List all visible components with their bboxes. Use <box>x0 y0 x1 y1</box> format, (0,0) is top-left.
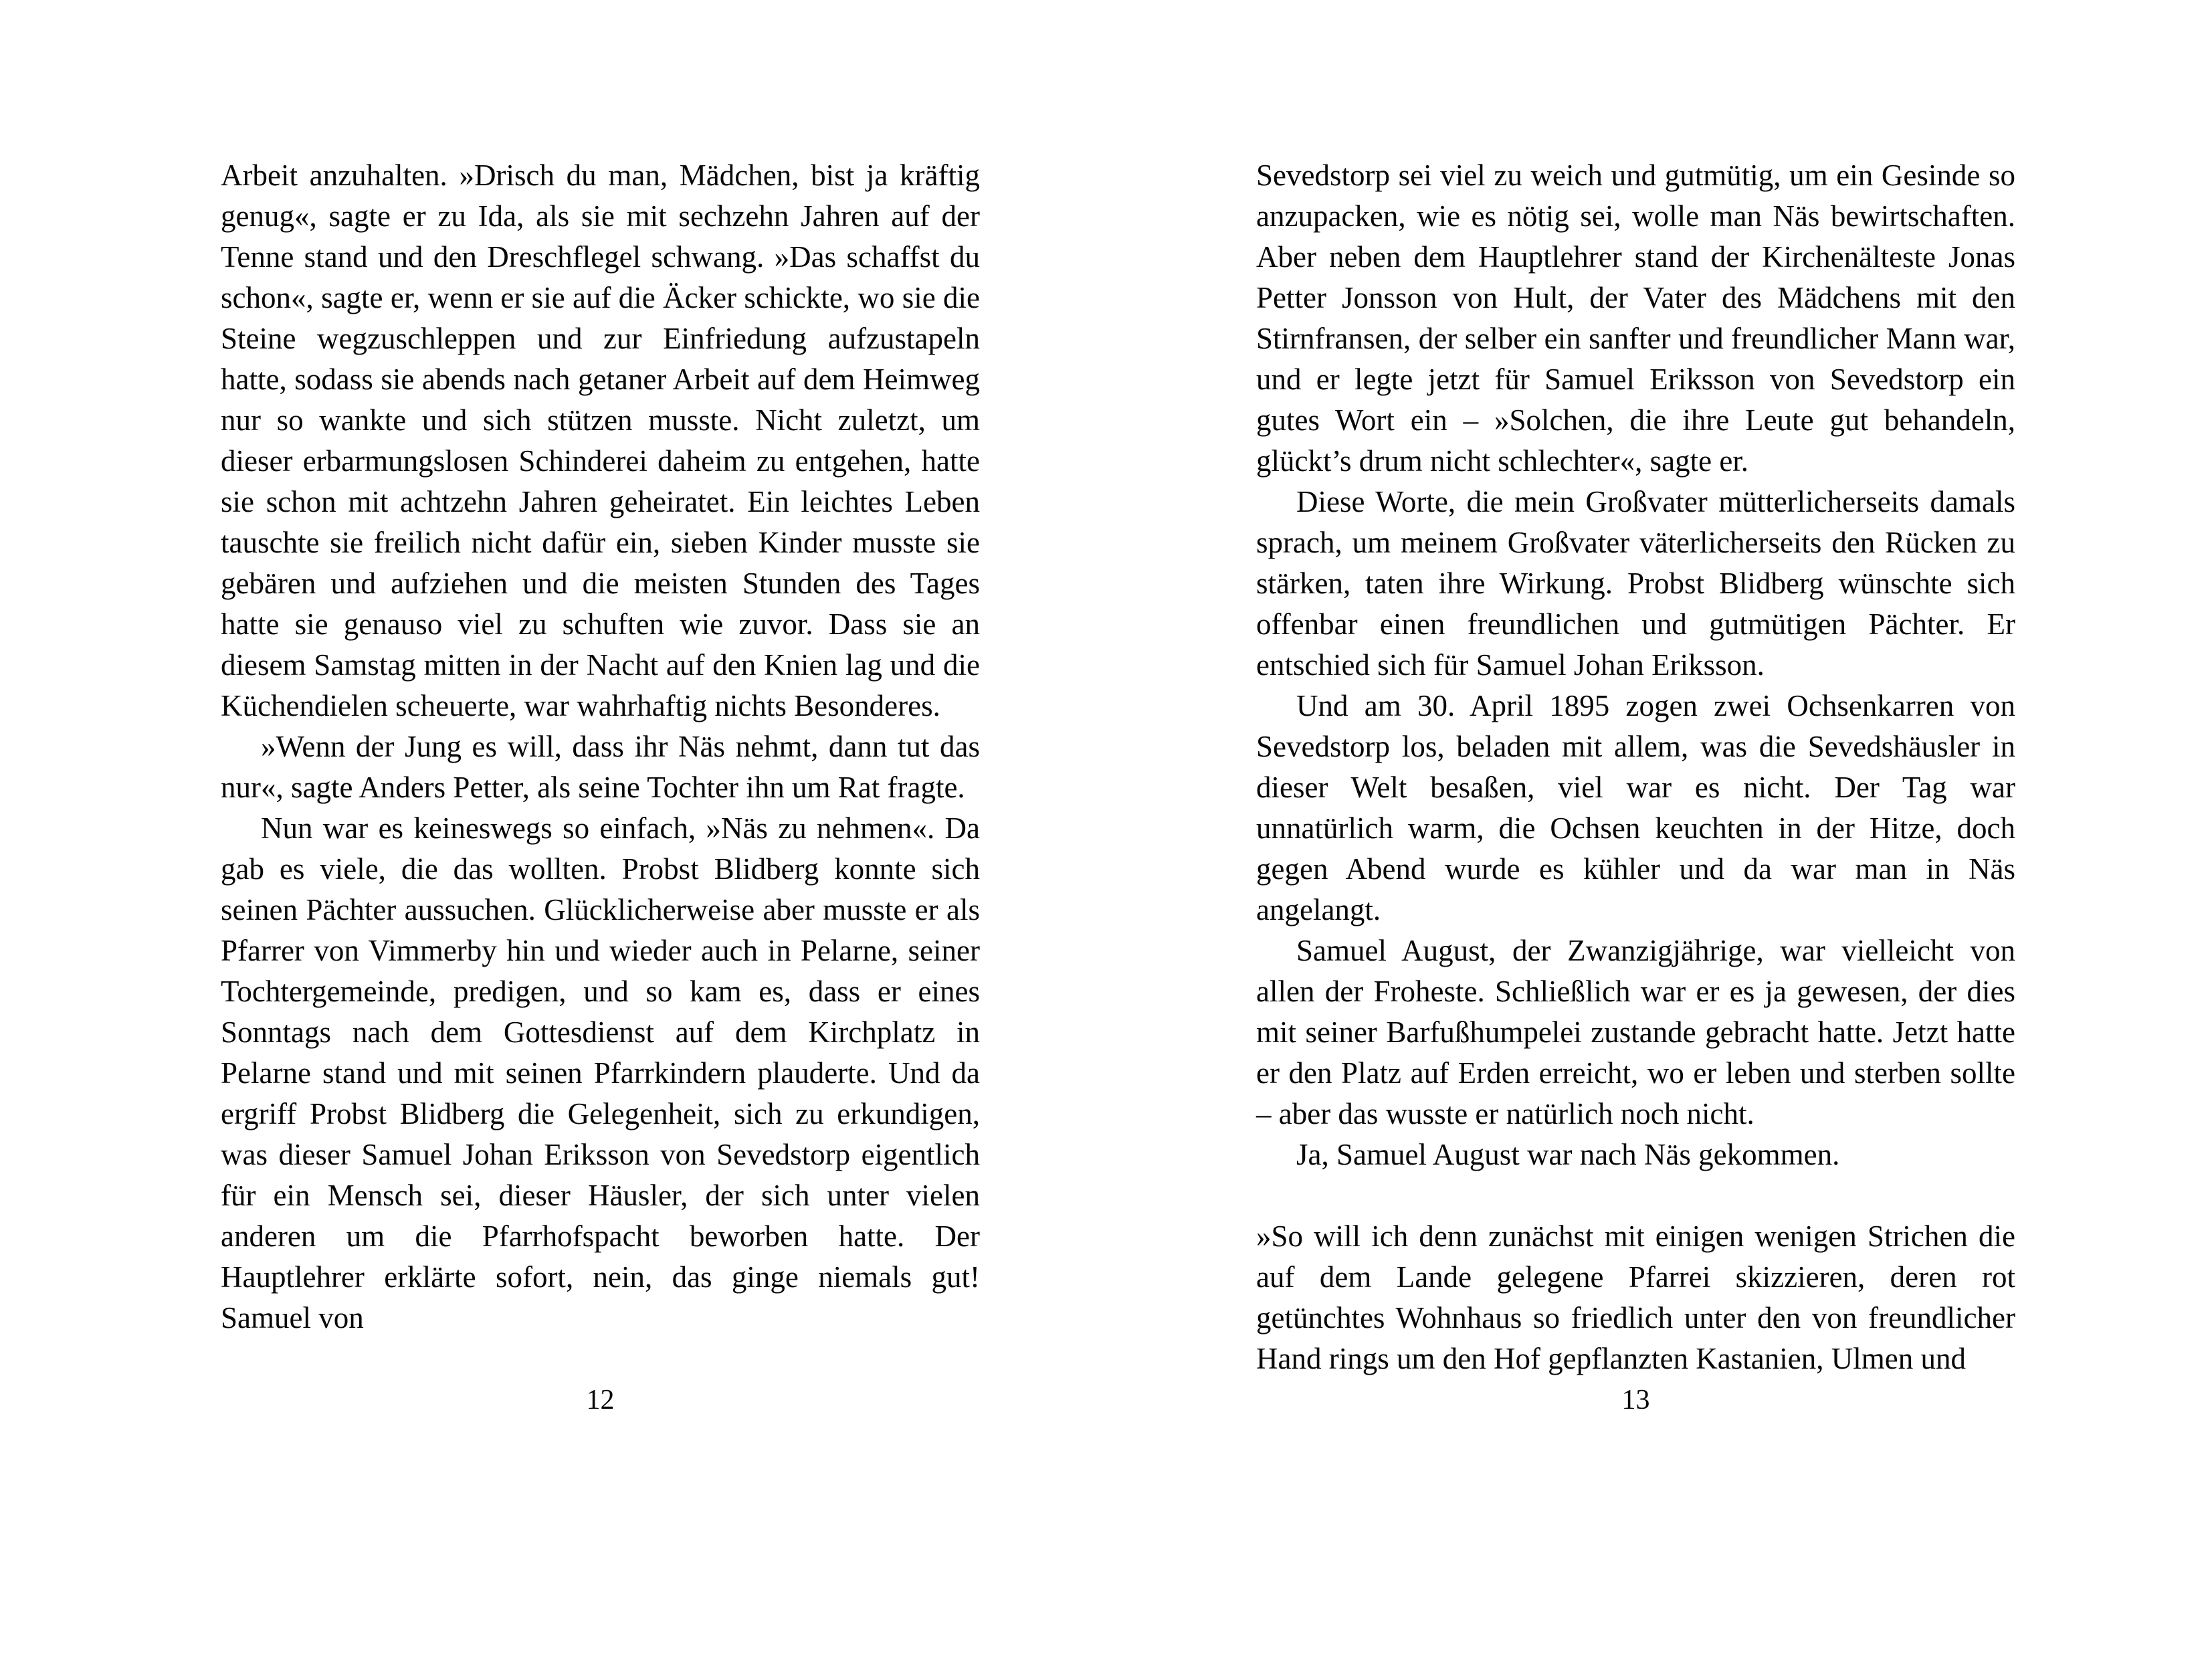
page-left <box>221 0 980 1675</box>
paragraph: »Wenn der Jung es will, dass ihr Näs nehmt, dann tut das nur«, sagte Anders Petter, als seine Tochter ihn um Rat fragte. <box>221 730 980 804</box>
page-left-text <box>221 155 980 1339</box>
paragraph: »So will ich denn zunächst mit einigen wenigen Strichen die auf dem Lande gelegene Pfarrei skizzieren, deren rot getünchtes Wohnhaus so friedlich unter den von freundlicher Hand rings um den Hof gepflanzten Kastanien, Ulmen und <box>1256 1219 2015 1375</box>
page-number-right: 13 <box>1621 1385 1650 1415</box>
paragraph: Diese Worte, die mein Großvater mütterlicherseits damals sprach, um meinem Großvater väterlicherseits den Rücken zu stärken, taten ihre Wirkung. Probst Blidberg wünschte sich offenbar einen freundlichen und gutmütigen Pächter. Er entschied sich für Samuel Johan Eriksson. <box>1256 485 2015 682</box>
paragraph: Ja, Samuel August war nach Näs gekommen. <box>1296 1138 1840 1171</box>
page-number-left: 12 <box>586 1385 615 1415</box>
paragraph: Samuel August, der Zwanzigjährige, war vielleicht von allen der Froheste. Schließlich war er es ja gewesen, der dies mit seiner Barfußhumpelei zustande gebracht hatte. Jetzt hatte er den Platz auf Erden erreicht, wo er leben und sterben sollte – aber das wusste er natürlich noch nicht. <box>1256 934 2015 1130</box>
page-right <box>1256 0 2015 1675</box>
paragraph: Und am 30. April 1895 zogen zwei Ochsenkarren von Sevedstorp los, beladen mit allem, was die Sevedshäusler in dieser Welt besaßen, viel war es nicht. Der Tag war unnatürlich warm, die Ochsen keuchten in der Hitze, doch gegen Abend wurde es kühler und da war man in Näs angelangt. <box>1256 689 2015 926</box>
page-right-text <box>1256 155 2015 1379</box>
paragraph: Arbeit anzuhalten. »Drisch du man, Mädchen, bist ja kräftig genug«, sagte er zu Ida, als sie mit sechzehn Jahren auf der Tenne stand und den Dreschflegel schwang. »Das schaffst du schon«, sagte er, wenn er sie auf die Äcker schickte, wo sie die Steine wegzuschleppen und zur Einfriedung aufzustapeln hatte, sodass sie abends nach getaner Arbeit auf dem Heimweg nur so wankte und sich stützen musste. Nicht zuletzt, um dieser erbarmungslosen Schinderei daheim zu entgehen, hatte sie schon mit achtzehn Jahren geheiratet. Ein leichtes Leben tauschte sie freilich nicht dafür ein, sieben Kinder musste sie gebären und aufziehen und die meisten Stunden des Tages hatte sie genauso viel zu schuften wie zuvor. Dass sie an diesem Samstag mitten in der Nacht auf den Knien lag und die Küchendielen scheuerte, war wahrhaftig nichts Besonderes. <box>221 159 980 722</box>
paragraph: Sevedstorp sei viel zu weich und gutmütig, um ein Gesinde so anzupacken, wie es nötig sei, wolle man Näs bewirtschaften. Aber neben dem Hauptlehrer stand der Kirchenälteste Jonas Petter Jonsson von Hult, der Vater des Mädchens mit den Stirnfransen, der selber ein sanfter und freundlicher Mann war, und er legte jetzt für Samuel Eriksson von Sevedstorp ein gutes Wort ein – »Solchen, die ihre Leute gut behandeln, glückt’s drum nicht schlechter«, sagte er. <box>1256 159 2015 478</box>
paragraph: Nun war es keineswegs so einfach, »Näs zu nehmen«. Da gab es viele, die das wollten. Probst Blidberg konnte sich seinen Pächter aussuchen. Glücklicherweise aber musste er als Pfarrer von Vimmerby hin und wieder auch in Pelarne, seiner Tochtergemeinde, predigen, und so kam es, dass er eines Sonntags nach dem Gottesdienst auf dem Kirchplatz in Pelarne stand und mit seinen Pfarrkindern plauderte. Und da ergriff Probst Blidberg die Gelegenheit, sich zu erkundigen, was dieser Samuel Johan Eriksson von Sevedstorp eigentlich für ein Mensch sei, dieser Häusler, der sich unter vielen anderen um die Pfarrhofspacht beworben hatte. Der Hauptlehrer erklärte sofort, nein, das ginge niemals gut! Samuel von <box>221 811 980 1335</box>
